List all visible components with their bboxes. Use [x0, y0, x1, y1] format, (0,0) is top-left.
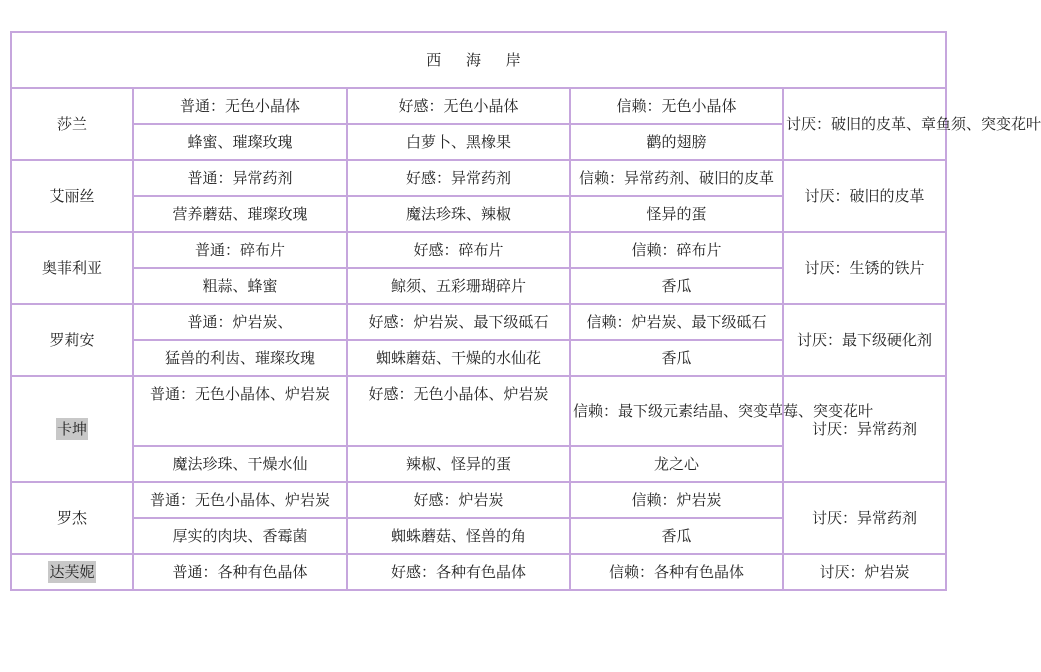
trust-gift-cell: 信赖：碎布片 [570, 232, 783, 268]
normal-gift-cell: 普通：无色小晶体 [133, 88, 347, 124]
favor-gift-cell: 好感：异常药剂 [347, 160, 570, 196]
dislike-cell: 讨厌：炉岩炭 [783, 554, 946, 590]
normal-gift-cell: 普通：异常药剂 [133, 160, 347, 196]
dislike-cell: 讨厌：异常药剂 [783, 376, 946, 482]
character-name [11, 376, 133, 482]
normal-gift-cell: 普通：各种有色晶体 [133, 554, 347, 590]
trust-item-cell: 香瓜 [570, 340, 783, 376]
gift-preference-table [10, 31, 1041, 591]
normal-item-cell: 魔法珍珠、干燥水仙 [133, 446, 347, 482]
dislike-cell: 讨厌：最下级硬化剂 [783, 304, 946, 376]
favor-gift-cell: 好感：炉岩炭 [347, 482, 570, 518]
character-name: 罗杰 [11, 482, 133, 554]
normal-item-cell: 猛兽的利齿、璀璨玫瑰 [133, 340, 347, 376]
character-name: 莎兰 [11, 88, 133, 160]
dislike-cell: 讨厌：生锈的铁片 [783, 232, 946, 304]
favor-gift-cell: 好感：各种有色晶体 [347, 554, 570, 590]
character-name: 罗莉安 [11, 304, 133, 376]
highlighted-name: 达芙妮 [49, 563, 95, 581]
dislike-cell: 讨厌：破旧的皮革、章鱼须、突变花叶 [783, 88, 946, 160]
favor-item-cell: 蜘蛛蘑菇、怪兽的角 [347, 518, 570, 554]
trust-item-cell: 鹳的翅膀 [570, 124, 783, 160]
favor-gift-cell: 好感：炉岩炭、最下级砥石 [347, 304, 570, 340]
favor-gift-cell: 好感：碎布片 [347, 232, 570, 268]
trust-item-cell: 香瓜 [570, 268, 783, 304]
character-name: 奥菲利亚 [11, 232, 133, 304]
favor-item-cell: 辣椒、怪异的蛋 [347, 446, 570, 482]
trust-gift-cell: 信赖：最下级元素结晶、突变草莓、突变花叶 [570, 376, 783, 446]
normal-item-cell: 营养蘑菇、璀璨玫瑰 [133, 196, 347, 232]
favor-item-cell: 白萝卜、黑橡果 [347, 124, 570, 160]
dislike-cell: 讨厌：异常药剂 [783, 482, 946, 554]
favor-gift-cell: 好感：无色小晶体 [347, 88, 570, 124]
normal-gift-cell: 普通：炉岩炭、 [133, 304, 347, 340]
trust-item-cell: 怪异的蛋 [570, 196, 783, 232]
normal-gift-cell: 普通：无色小晶体、炉岩炭 [133, 376, 347, 446]
character-name [11, 554, 133, 590]
trust-gift-cell: 信赖：炉岩炭 [570, 482, 783, 518]
trust-gift-cell: 信赖：炉岩炭、最下级砥石 [570, 304, 783, 340]
normal-item-cell: 蜂蜜、璀璨玫瑰 [133, 124, 347, 160]
favor-gift-cell: 好感：无色小晶体、炉岩炭 [347, 376, 570, 446]
favor-item-cell: 鲸须、五彩珊瑚碎片 [347, 268, 570, 304]
normal-item-cell: 厚实的肉块、香霉菌 [133, 518, 347, 554]
favor-item-cell: 魔法珍珠、辣椒 [347, 196, 570, 232]
trust-gift-cell: 信赖：无色小晶体 [570, 88, 783, 124]
trust-gift-cell: 信赖：异常药剂、破旧的皮革 [570, 160, 783, 196]
dislike-cell: 讨厌：破旧的皮革 [783, 160, 946, 232]
highlighted-name: 卡坤 [56, 420, 87, 438]
normal-gift-cell: 普通：无色小晶体、炉岩炭 [133, 482, 347, 518]
trust-item-cell: 香瓜 [570, 518, 783, 554]
favor-item-cell: 蜘蛛蘑菇、干燥的水仙花 [347, 340, 570, 376]
trust-gift-cell: 信赖：各种有色晶体 [570, 554, 783, 590]
normal-gift-cell: 普通：碎布片 [133, 232, 347, 268]
trust-item-cell: 龙之心 [570, 446, 783, 482]
table-title: 西 海 岸 [11, 32, 946, 88]
character-name: 艾丽丝 [11, 160, 133, 232]
normal-item-cell: 粗蒜、蜂蜜 [133, 268, 347, 304]
